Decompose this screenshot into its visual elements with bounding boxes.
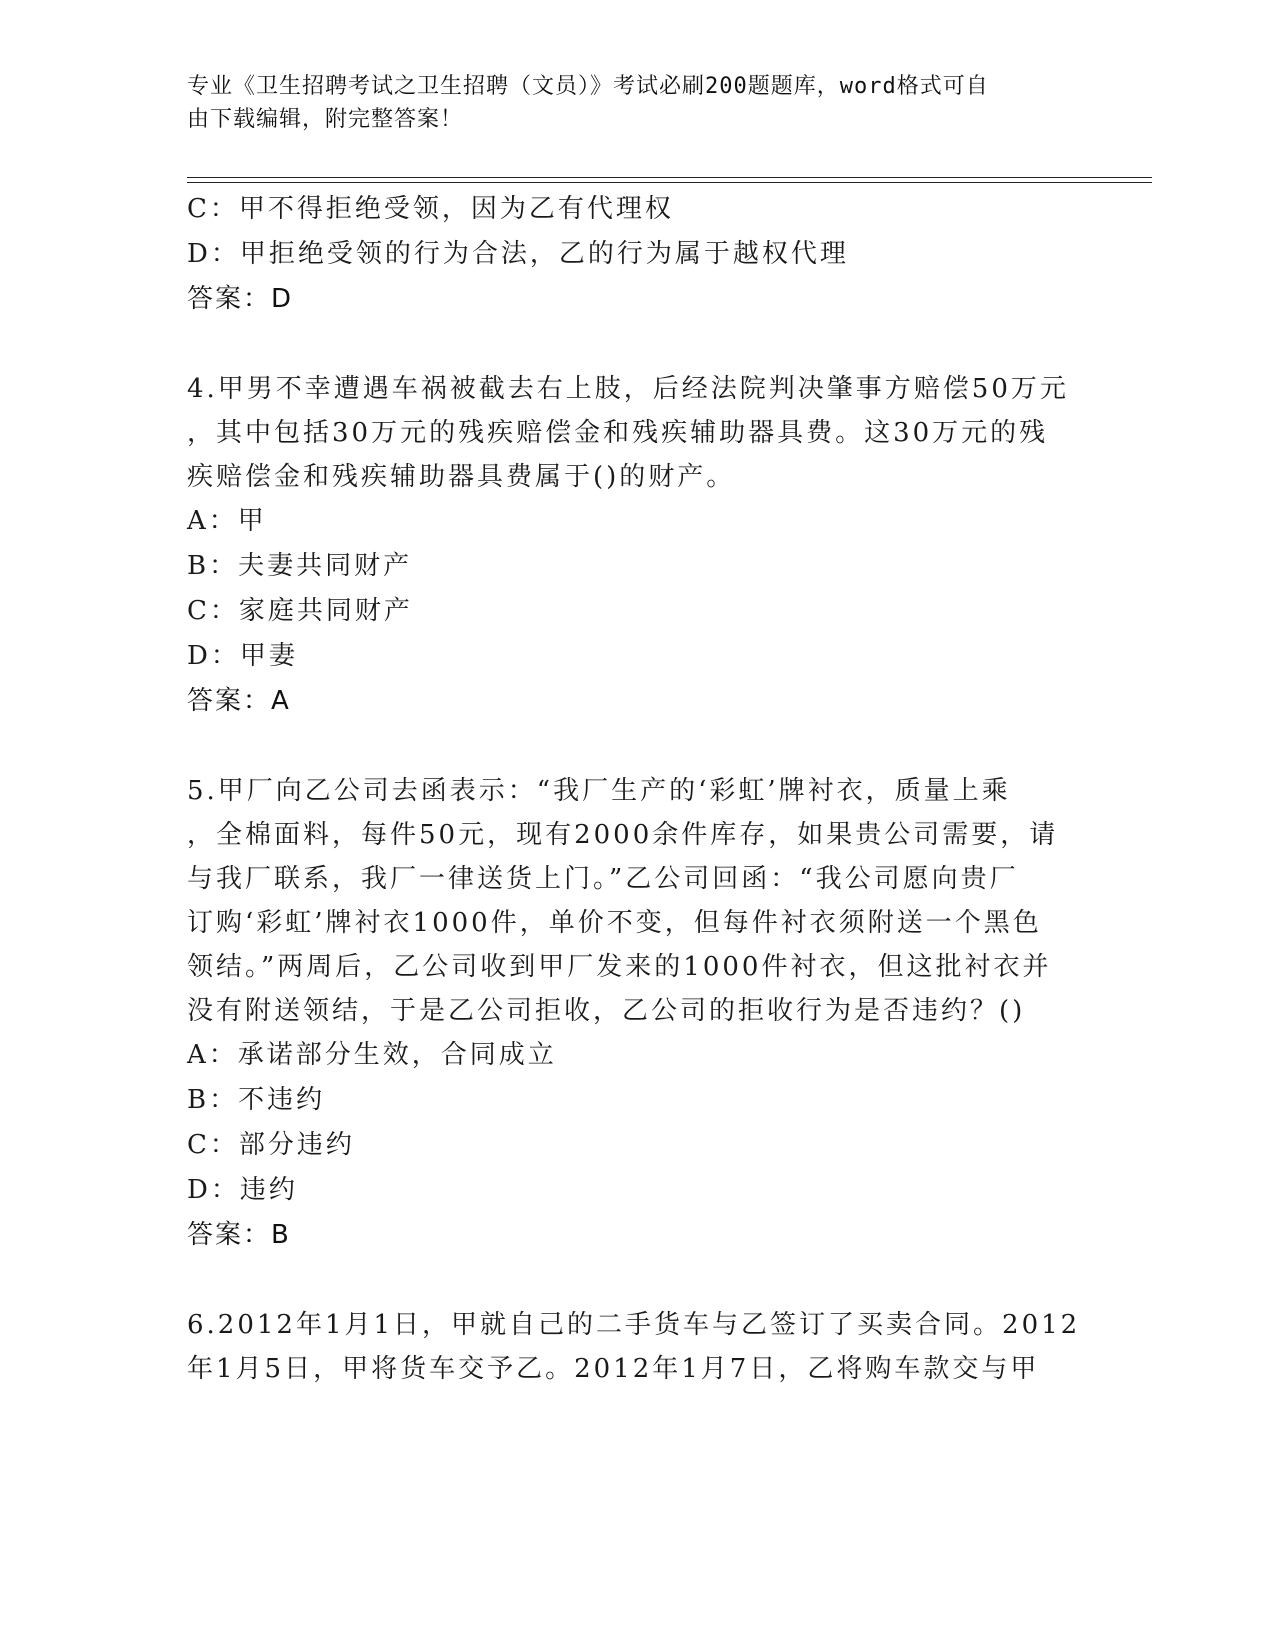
header-line-1: 专业《卫生招聘考试之卫生招聘（文员）》考试必刷200题题库，word格式可自: [187, 74, 989, 99]
question-stem-line: ，其中包括30万元的残疾赔偿金和残疾辅助器具费。这30万元的残: [187, 418, 1049, 448]
header-rule-top: [187, 177, 1152, 178]
question-4: [187, 367, 1067, 724]
question-stem-line: 6.2012年1月1日，甲就自己的二手货车与乙签订了买卖合同。2012: [187, 1310, 1081, 1340]
spacer: [187, 1258, 1067, 1303]
question-5: [187, 769, 1067, 1258]
question-stem-line: 订购‘彩虹’牌衬衣1000件，单价不变，但每件衬衣须附送一个黑色: [187, 908, 1042, 938]
option-a: A：甲: [187, 506, 267, 536]
question-content: [187, 187, 1081, 1391]
spacer: [187, 322, 1067, 367]
header-line-2: 由下载编辑，附完整答案！: [187, 107, 464, 132]
question-stem-line: 年1月5日，甲将货车交予乙。2012年1月7日，乙将购车款交与甲: [187, 1354, 1040, 1384]
question-stem-line: 疾赔偿金和残疾辅助器具费属于()的财产。: [187, 462, 736, 492]
question-stem-line: 领结。”两周后，乙公司收到甲厂发来的1000件衬衣，但这批衬衣并: [187, 952, 1052, 982]
document-header: [187, 70, 1067, 136]
option-d: D：甲拒绝受领的行为合法，乙的行为属于越权代理: [187, 239, 849, 269]
question-6: [187, 1303, 1081, 1391]
question-3-tail: [187, 187, 1067, 322]
answer-line: 答案：D: [187, 284, 294, 314]
header-rule-bottom: [187, 182, 1152, 183]
question-stem-line: 4.甲男不幸遭遇车祸被截去右上肢，后经法院判决肇事方赔偿50万元: [187, 374, 1069, 404]
question-stem-line: 没有附送领结，于是乙公司拒收，乙公司的拒收行为是否违约？(): [187, 996, 1026, 1026]
option-a: A：承诺部分生效，合同成立: [187, 1040, 557, 1070]
question-stem-line: ，全棉面料，每件50元，现有2000余件库存，如果贵公司需要，请: [187, 820, 1059, 850]
question-stem-line: 5.甲厂向乙公司去函表示：“我厂生产的‘彩虹’牌衬衣，质量上乘: [187, 776, 1011, 806]
option-d: D：甲妻: [187, 641, 298, 671]
question-stem-line: 与我厂联系，我厂一律送货上门。”乙公司回函：“我公司愿向贵厂: [187, 864, 1019, 894]
option-b: B：不违约: [187, 1085, 326, 1115]
option-c: C：家庭共同财产: [187, 596, 413, 626]
option-b: B：夫妻共同财产: [187, 551, 413, 581]
option-d: D：违约: [187, 1175, 298, 1205]
answer-line: 答案：B: [187, 1220, 291, 1250]
option-c: C：甲不得拒绝受领，因为乙有代理权: [187, 194, 674, 224]
spacer: [187, 724, 1067, 769]
option-c: C：部分违约: [187, 1130, 355, 1160]
answer-line: 答案：A: [187, 686, 291, 716]
